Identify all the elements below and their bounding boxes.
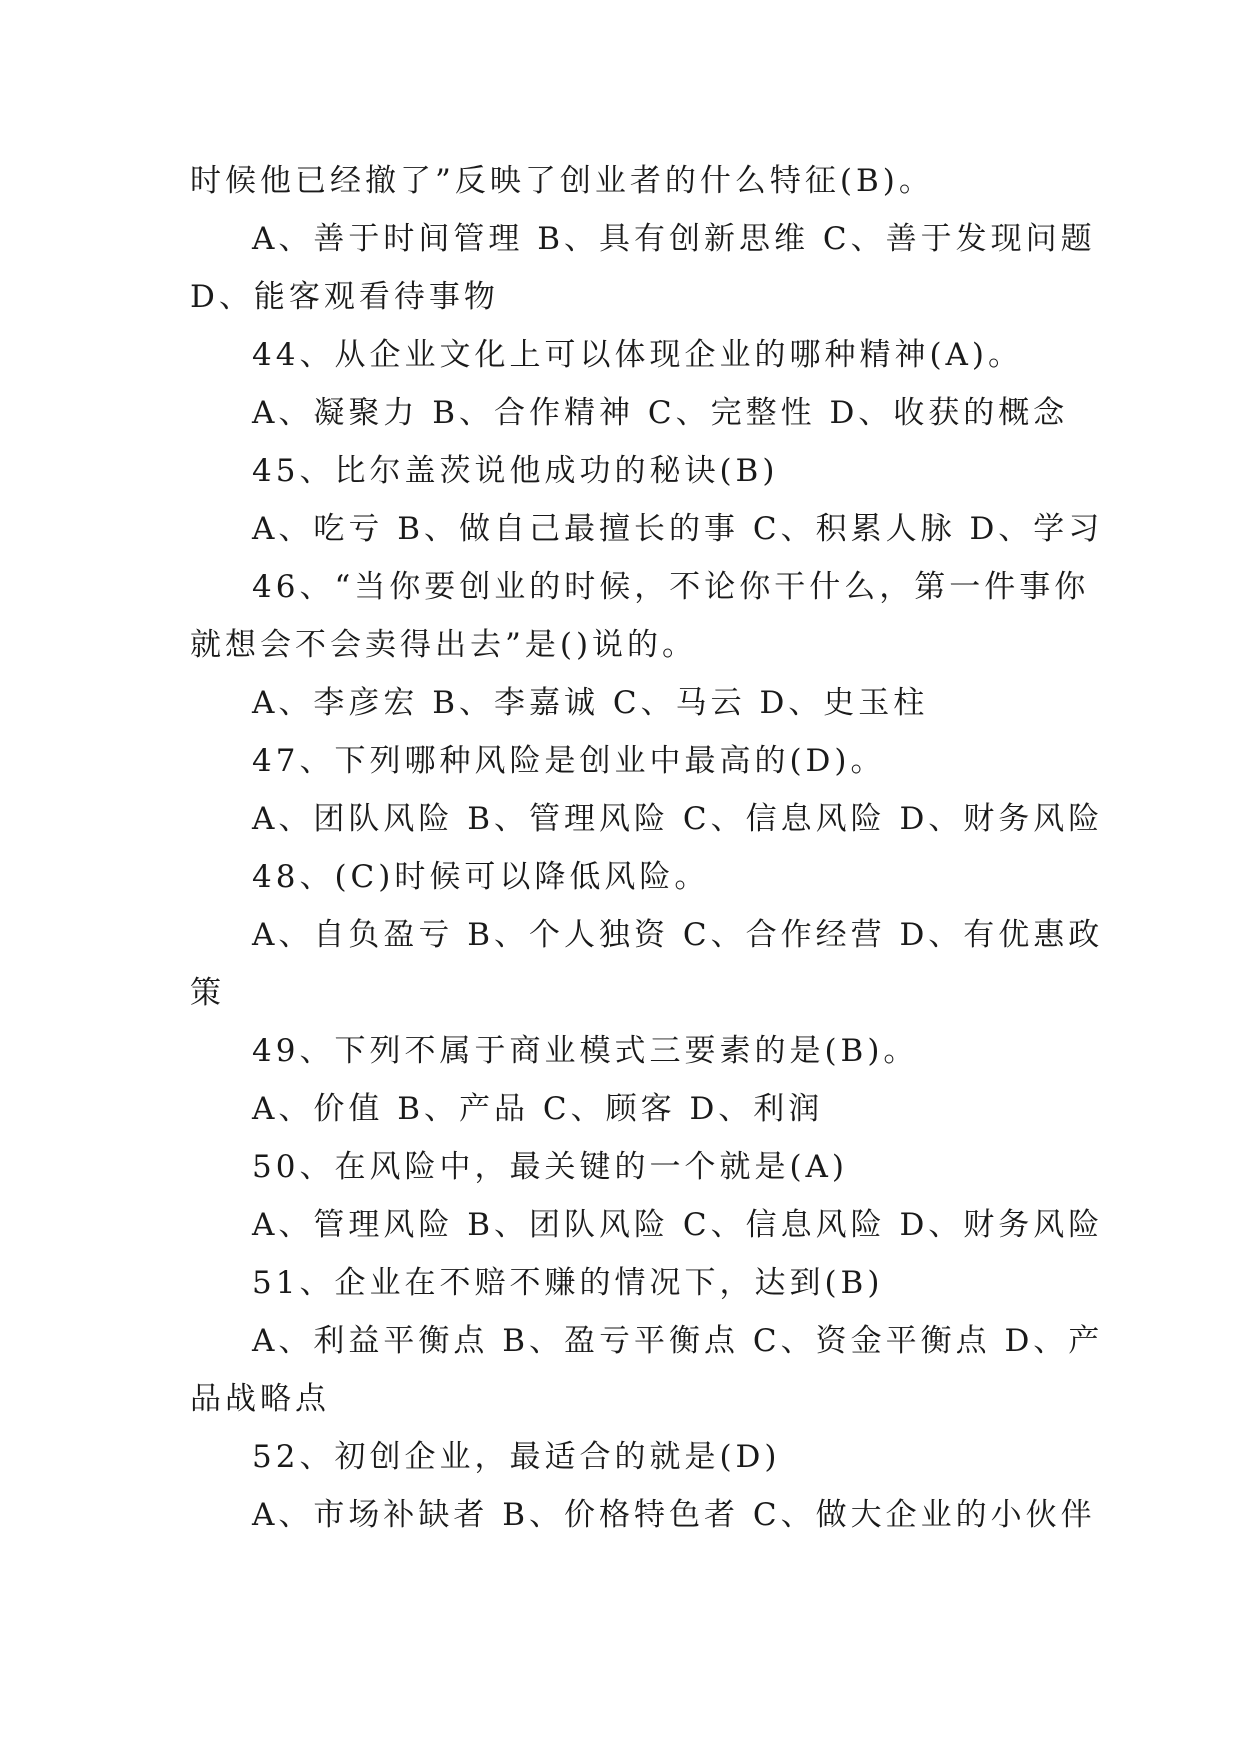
question-line: 48、(C)时候可以降低风险。 (252, 859, 710, 895)
options-line: A、凝聚力 B、合作精神 C、完整性 D、收获的概念 (252, 395, 1069, 431)
options-line: A、李彦宏 B、李嘉诚 C、马云 D、史玉柱 (252, 685, 929, 721)
text-line: 品战略点 (190, 1381, 330, 1417)
question-line: 51、企业在不赔不赚的情况下，达到(B) (252, 1265, 884, 1301)
question-line: 52、初创企业，最适合的就是(D) (252, 1439, 781, 1475)
question-line: 47、下列哪种风险是创业中最高的(D)。 (252, 743, 886, 779)
question-line: 45、比尔盖茨说他成功的秘诀(B) (252, 453, 779, 489)
question-line: 46、“当你要创业的时候，不论你干什么，第一件事你 (252, 569, 1090, 605)
text-line: D、能客观看待事物 (190, 279, 499, 315)
text-line: 策 (190, 975, 225, 1011)
options-line: A、吃亏 B、做自己最擅长的事 C、积累人脉 D、学习 (252, 511, 1104, 547)
text-line: A、善于时间管理 B、具有创新思维 C、善于发现问题 (252, 221, 1096, 257)
text-line: 就想会不会卖得出去”是()说的。 (190, 627, 698, 663)
options-line: A、利益平衡点 B、盈亏平衡点 C、资金平衡点 D、产 (252, 1323, 1104, 1359)
options-line: A、市场补缺者 B、价格特色者 C、做大企业的小伙伴 (252, 1497, 1096, 1533)
options-line: A、管理风险 B、团队风险 C、信息风险 D、财务风险 (252, 1207, 1104, 1243)
text-line: 时候他已经撤了”反映了创业者的什么特征(B)。 (190, 163, 934, 199)
question-line: 49、下列不属于商业模式三要素的是(B)。 (252, 1033, 919, 1069)
options-line: A、价值 B、产品 C、顾客 D、利润 (252, 1091, 824, 1127)
options-line: A、团队风险 B、管理风险 C、信息风险 D、财务风险 (252, 801, 1104, 837)
question-line: 50、在风险中，最关键的一个就是(A) (252, 1149, 849, 1185)
options-line: A、自负盈亏 B、个人独资 C、合作经营 D、有优惠政 (252, 917, 1104, 953)
document-body (190, 152, 1104, 1544)
question-line: 44、从企业文化上可以体现企业的哪种精神(A)。 (252, 337, 1024, 373)
